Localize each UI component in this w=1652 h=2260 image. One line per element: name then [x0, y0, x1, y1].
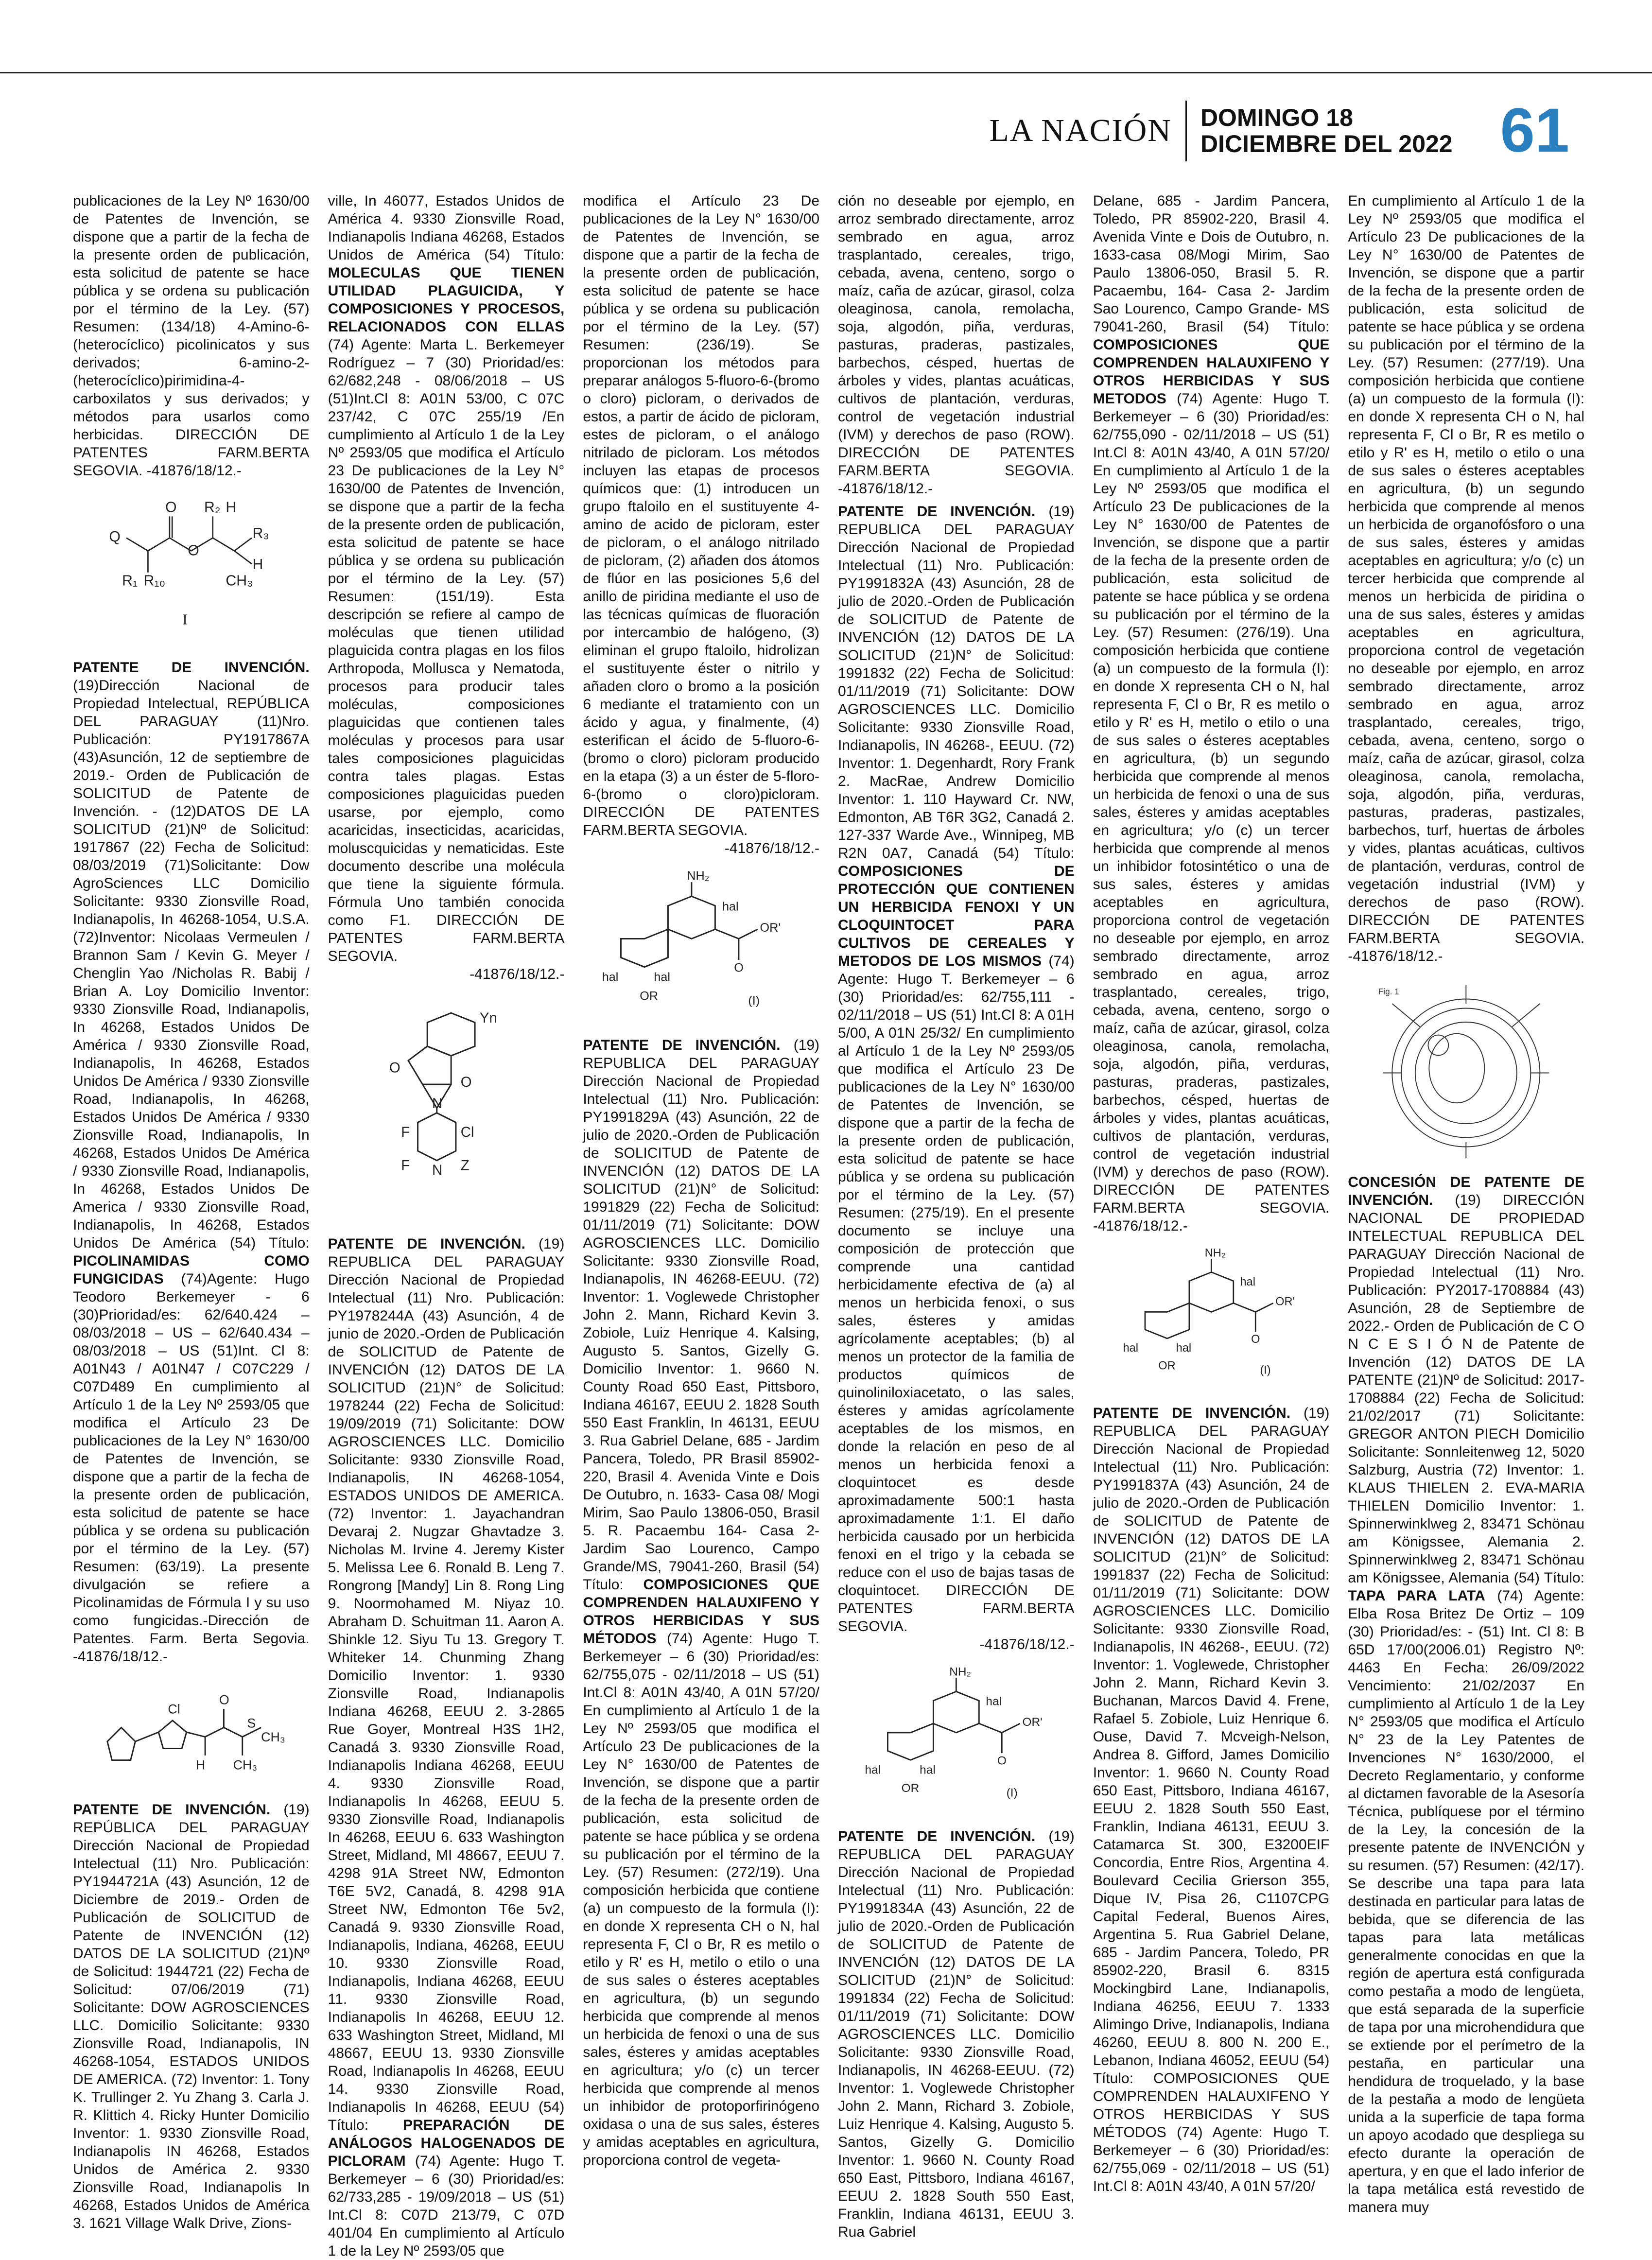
patent-notice: PATENTE DE INVENCIÓN. (19) REPUBLICA DEL PARAGUAY Dirección Nacional de Propiedad Intelectual (11) Nro. Publicación: PY1991829A (43) Asunción, 22 de julio de 2020.-Orden de Publicación de SOLICITUD de Patente de INVENCIÓN (12) DATOS DE LA SOLICITUD (21)N° de Solicitud: 1991829 (22) Fecha de Solicitud: 01/11/2019 (71) Solicitante: DOW AGROSCIENCES LLC. Domicilio Solicitante: 9330 Zionsville Road, Indianapolis, IN 46268-EEUU. (72) Inventor: 1. Voglewede Christopher John 2. Mann, Richard Kevin 3. Zobiole, Luiz Henrique 4. Kalsing, Augusto 5. Santos, Gizelly G. Domicilio Inventor: 1. 9660 N. County Road 650 East, Pittsboro, Indiana 46167, EEUU 2. 1828 South 550 East Franklin, In 46131, EEUU 3. Rua Gabriel Delane, 685 - Jardim Pancera, Toledo, PR Brasil 85902-220, Brasil 4. Avenida Vinte e Dois De Outubro, n. 1633- Casa 08/ Mogi Mirim, Sao Paulo 13806-050, Brasil 5. R. Pacaembu 164- Casa 2- Jardim Sao Lourenco, Campo Grande/MS, 79041-260, Brasil (54) Título: COMPOSICIONES QUE COMPRENDEN HALAUXIFENO Y OTROS HERBICIDAS Y SUS MÉTODOS (74) Agente: Hugo T. Berkemeyer – 6 (30) Prioridad/es: 62/755,075 - 02/11/2018 – US (51) Int.Cl 8: A01N 43/40, A 01N 57/20/ En cumplimiento al Artículo 1 de la Ley Nº 2593/05 que modifica el Artículo 23 De publicaciones de la Ley N° 1630/00 de Patentes de Invención, se dispone que a partir de la fecha de la presente orden de publicación, esta solicitud de patente se hace pública y se ordena su publicación por el término de la Ley. (57) Resumen: (272/19). Una composición herbicida que contiene (a) un compuesto de la formula (I): en donde X representa CH o N, hal representa F, Cl o Br, R es metilo o etilo y R' es H, metilo o etilo o una de sus sales o ésteres aceptables en agricultura, (b) un segundo herbicida que comprende al menos un herbicida de fenoxi o una de sus sales, ésteres y amidas aceptables en agricultura; y/o (c) un tercer herbicida que comprende al menos un inhibidor de protoporfirinógeno oxidasa o una de sus sales, ésteres y amidas aceptables en agricultura, proporciona control de vegeta- — [583, 1037, 820, 2168]
patent-notice: PATENTE DE INVENCIÓN. (19) REPUBLICA DEL PARAGUAY Dirección Nacional de Propiedad Intelectual (11) Nro. Publicación: PY1991837A (43) Asunción, 24 de julio de 2020.-Orden de Publicación de SOLICITUD de Patente de INVENCIÓN (12) DATOS DE LA SOLICITUD (21)N° de Solicitud: 1991837 (22) Fecha de Solicitud: 01/11/2019 (71) Solicitante: DOW AGROSCIENCES LLC. Domicilio Solicitante: 9330 Zionsville Road, Indianapolis, IN 46268-, EEUU. (72) Inventor: 1. Voglewede, Christopher John 2. Mann, Richard Kevin 3. Buchanan, Marcos David 4. Frene, Rafael 5. Zobiole, Luiz Henrique 6. Ouse, David 7. Mcveigh-Nelson, Andrea 8. Gifford, James Domicilio Inventor: 1. 9660 N. County Road 650 East, Pittsboro, Indiana 46167, EEUU 2. 1828 South 550 East, Franklin, Indiana 46131, EEUU 3. Catamarca St. 300, E3200EIF Concordia, Entre Rios, Argentina 4. Boulevard Cecilia Grierson 355, Dique IV, Pisa 26, C1107CPG Capital Federal, Buenos Aires, Argentina 5. Rua Gabriel Delane, 685 - Jardim Pancera, Toledo, PR 85902-220, Brasil 6. 8315 Mockingbird Lane, Indianapolis, Indiana 46256, EEUU 7. 1333 Alimingo Drive, Indianapolis, Indiana 46260, EEUU 8. 800 N. 200 E., Lebanon, Indiana 46052, EEUU (54) Título: COMPOSICIONES QUE COMPRENDEN HALAUXIFENO Y OTROS HERBICIDAS Y SUS MÉTODOS (74) Agente: Hugo T. Berkemeyer – 6 (30) Prioridad/es: 62/755,069 - 02/11/2018 – US (51) Int.Cl 8: A01N 43/40, A 01N 57/20/ — [1093, 1405, 1330, 2194]
svg-text:hal: hal — [1240, 1275, 1255, 1288]
article-columns — [73, 192, 1585, 2259]
svg-text:O: O — [389, 1060, 400, 1076]
column-5 — [1093, 192, 1330, 2194]
svg-text:OR': OR' — [1275, 1295, 1295, 1308]
svg-text:Cl: Cl — [168, 1702, 180, 1717]
patent-title: TAPA PARA LATA — [1348, 1588, 1485, 1604]
patent-title: COMPOSICIONES DE PROTECCIÓN QUE CONTIENEN UN HERBICIDA FENOXI Y UN CLOQUINTOCET PARA CULTIVOS DE CEREALES Y METODOS DE LOS MISMOS — [838, 863, 1075, 969]
notice-text: publicaciones de la Ley Nº 1630/00 de Patentes de Invención, se dispone que a partir de la fecha de la presente orden de publicación, esta solicitud de patente se hace pública y se ordena su publicación por el término de la Ley. (57) Resumen: (134/18) 4-Amino-6-(heterocíclico) picolinicatos y sus derivados; 6-amino-2-(heterocíclico)pirimidina-4-carboxilatos y sus derivados; y métodos para usarlos como herbicidas. DIRECCIÓN DE PATENTES FARM.BERTA SEGOVIA. -41876/18/12.- — [73, 193, 310, 479]
svg-text:hal: hal — [986, 1695, 1002, 1708]
patent-title: PICOLINAMIDAS COMO FUNGICIDAS — [73, 1253, 310, 1287]
svg-text:OR: OR — [1158, 1359, 1176, 1373]
masthead — [989, 96, 1569, 165]
chemical-structure-figure — [73, 1676, 310, 1788]
svg-text:Z: Z — [460, 1157, 470, 1174]
svg-text:O: O — [165, 499, 177, 516]
patent-title: COMPOSICIONES QUE COMPRENDEN HALAUXIFENO Y OTROS HERBICIDAS Y SUS METODOS — [1093, 337, 1330, 407]
svg-text:R₁: R₁ — [122, 573, 138, 589]
svg-text:H: H — [226, 499, 237, 516]
svg-text:CH₃: CH₃ — [233, 1757, 258, 1773]
svg-text:NH₂: NH₂ — [1204, 1247, 1226, 1260]
chemical-structure-figure — [1093, 1246, 1330, 1391]
svg-text:hal: hal — [602, 970, 619, 984]
column-3 — [583, 192, 820, 2168]
svg-text:hal: hal — [865, 1763, 881, 1777]
svg-text:O: O — [997, 1754, 1007, 1768]
svg-text:R₁₀: R₁₀ — [143, 573, 166, 589]
svg-text:OR': OR' — [760, 921, 781, 935]
svg-text:NH₂: NH₂ — [949, 1665, 971, 1679]
svg-text:O: O — [1251, 1333, 1260, 1346]
figure-label: I — [182, 611, 188, 628]
svg-text:Q: Q — [109, 528, 121, 545]
svg-text:Yn: Yn — [479, 1009, 497, 1026]
chemical-structure-figure — [73, 490, 310, 646]
svg-text:O: O — [188, 542, 199, 559]
notice-text: En cumplimiento al Artículo 1 de la Ley Nº 2593/05 que modifica el Artículo 23 De publicaciones de la Ley N° 1630/00 de Patentes de Invención, se dispone que a partir de la fecha de la presente orden de publicación, esta solicitud de patente se hace pública y se ordena su publicación por el término de la Ley. (57) Resumen: (277/19). Una composición herbicida que contiene (a) un compuesto de la formula (I): en donde X representa CH o N, hal representa F, Cl o Br, R es metilo o etilo y R' es H, metilo o etilo o una de sus sales o ésteres aceptables en agricultura, (b) un segundo herbicida que comprende al menos un herbicida de organofósforo o una de sus sales, ésteres y amidas aceptables en agricultura; y/o (c) un tercer herbicida que comprende al menos un herbicida de piridina o una de sus sales, ésteres y amidas aceptables en agricultura, proporciona control de vegetación no deseable por ejemplo, en arroz sembrado directamente, arroz sembrado en agua, arroz trasplantado, cereales, trigo, cebada, avena, centeno, sorgo o maíz, caña de azúcar, girasol, colza oleaginosa, canola, remolacha, soja, algodón, piña, verduras, pasturas, praderas, pastizales, barbechos, turf, huertas de árboles y vides, plantas acuáticas, cultivos de plantación, verduras, control de vegetación industrial (IVM) y derechos de paso (ROW). DIRECCIÓN DE PATENTES FARM.BERTA SEGOVIA. -41876/18/12.- — [1348, 193, 1585, 964]
svg-text:F: F — [400, 1157, 410, 1174]
svg-text:OR: OR — [640, 989, 659, 1003]
column-1 — [73, 192, 310, 2231]
svg-text:hal: hal — [1176, 1342, 1191, 1355]
figure-label: (I) — [1260, 1364, 1271, 1377]
patent-title: PREPARACIÓN DE ANÁLOGOS HALOGENADOS DE PICLORAM — [328, 2117, 565, 2169]
patent-heading: PATENTE DE INVENCIÓN. — [1093, 1405, 1290, 1421]
issue-date — [1200, 104, 1453, 157]
can-lid-drawing-figure — [1348, 976, 1584, 1161]
chemical-structure-figure — [838, 1664, 1075, 1815]
svg-text:F: F — [400, 1124, 410, 1140]
patent-notice: ville, In 46077, Estados Unidos de América 4. 9330 Zionsville Road, Indianapolis Indiana 46268, Estados Unidos de América (54) Título: MOLECULAS QUE TIENEN UTILIDAD PLAGUICIDA, Y COMPOSICIONES Y PROCESOS, RELACIONADOS CON ELLAS (74) Agente: Marta L. Berkemeyer Rodríguez – 7 (30) Prioridad/es: 62/682,248 - 08/06/2018 – US (51)Int.Cl 8: A01N 53/00, C 07C 237/42, C 07C 255/19 /En cumplimiento al Artículo 1 de la Ley Nº 2593/05 que modifica el Artículo 23 De publicaciones de la Ley N° 1630/00 de Patentes de Invención, se dispone que a partir de la fecha de la presente orden de publicación, esta solicitud de patente se hace pública y se ordena su publicación por el término de la Ley. (57) Resumen: (151/19). Esta descripción se refiere al campo de moléculas que tienen utilidad plaguicida contra plagas en los filos Arthropoda, Mollusca y Nematoda, procesos para producir tales moléculas, composiciones plaguicidas que contienen tales moléculas y procesos para usar tales composiciones plaguicidas contra tales plagas. Estas composiciones plaguicidas pueden usarse, por ejemplo, como acaricidas, insecticidas, acaricidas, moluscquicidas y nematicidas. Este documento describe una molécula que tiene la siguiente fórmula. Fórmula Uno también conocida como F1. DIRECCIÓN DE PATENTES FARM.BERTA SEGOVIA. -41876/18/12.- — [328, 193, 565, 982]
patent-heading: PATENTE DE INVENCIÓN. — [583, 1037, 781, 1053]
svg-text:(I): (I) — [748, 994, 760, 1008]
svg-text:CH₃: CH₃ — [261, 1730, 285, 1745]
svg-text:NH₂: NH₂ — [687, 869, 710, 883]
patent-notice: PATENTE DE INVENCIÓN. (19) REPUBLICA DEL PARAGUAY Dirección Nacional de Propiedad Intelectual (11) Nro. Publicación: PY1991834A (43) Asunción, 22 de julio de 2020.-Orden de Publicación de SOLICITUD de Patente de INVENCIÓN (12) DATOS DE LA SOLICITUD (21)N° de Solicitud: 1991834 (22) Fecha de Solicitud: 01/11/2019 (71) Solicitante: DOW AGROSCIENCES LLC. Domicilio Solicitante: 9330 Zionsville Road, Indianapolis, IN 46268-EEUU. (72) Inventor: 1. Voglewede Christopher John 2. Mann, Richard 3. Zobiole, Luiz Henrique 4. Kalsing, Augusto 5. Santos, Gizelly G. Domicilio Inventor: 1. 9660 N. County Road 650 East, Pittsboro, Indiana 46167, EEUU 2. 1828 South 550 East, Franklin, Indiana 46131, EEUU 3. Rua Gabriel — [838, 1828, 1075, 2240]
patent-heading: PATENTE DE INVENCIÓN. — [73, 660, 310, 676]
svg-text:N: N — [432, 1162, 442, 1179]
patent-notice: PATENTE DE INVENCIÓN. (19) REPÚBLICA DEL PARAGUAY Dirección Nacional de Propiedad Intelectual (11) Nro. Publicación: PY1944721A (43) Asunción, 12 de Diciembre de 2019.- Orden de Publicación de SOLICITUD de Patente de INVENCIÓN (12) DATOS DE LA SOLICITUD (21)Nº de Solicitud: 1944721 (22) Fecha de Solicitud: 07/06/2019 (71) Solicitante: DOW AGROSCIENCES LLC. Domicilio Solicitante: 9330 Zionsville Road, Indianapolis, IN 46268-1054, ESTADOS UNIDOS DE AMERICA. (72) Inventor: 1. Tony K. Trullinger 2. Yu Zhang 3. Carla J. R. Klittich 4. Ricky Hunter Domicilio Inventor: 1. 9330 Zionsville Road, Indianapolis IN 46268, Estados Unidos de América 2. 9330 Zionsville Road, Indianapolis In 46268, Estados Unidos de América 3. 1621 Village Walk Drive, Zions- — [73, 1802, 310, 2231]
reference-code: -41876/18/12.- — [724, 840, 820, 856]
patent-notice: PATENTE DE INVENCIÓN. (19)Dirección Nacional de Propiedad Intelectual, REPÚBLICA DEL PARAGUAY (11)Nro. Publicación: PY1917867A (43)Asunción, 12 de septiembre de 2019.- Orden de Publicación de SOLICITUD de Patente de Invención. - (12)DATOS DE LA SOLICITUD (21)Nº de Solicitud: 1917867 (22) Fecha de Solicitud: 08/03/2019 (71)Solicitante: Dow AgroSciences LLC Domicilio Solicitante: 9330 Zionsville Road, Indianapolis, In 46268-1054, U.S.A. (72)Inventor: Nicolaas Vermeulen / Brannon Sam / Kevin G. Meyer / Chenglin Yao /Nicholas R. Babij / Brian A. Loy Domicilio Inventor: 9330 Zionsville Road, Indianapolis, In 46268, Estados Unidos De América / 9330 Zionsville Road, Indianapolis, In 46268, Estados Unidos De América / 9330 Zionsville Road, Indianapolis, In 46268, Estados Unidos De América / 9330 Zionsville Road, Indianapolis, In 46268, Estados Unidos De América / 9330 Zionsville Road, Indianapolis, In 46268, Estados Unidos De America / 9330 Zionsville Road, Indianapolis, In 46268, Estados Unidos De América (54) Título: PICOLINAMIDAS COMO FUNGICIDAS (74)Agente: Hugo Teodoro Berkemeyer - 6 (30)Prioridad/es: 62/640.424 – 08/03/2018 – US – 62/640.434 – 08/03/2018 – US (51)Int. Cl 8: A01N43 / A01N47 / C07C229 / C07D489 En cumplimiento al Artículo 1 de la Ley Nº 2593/05 que modifica el Artículo 23 De publicaciones de la Ley N° 1630/00 de Patentes de Invención, se dispone que a partir de la fecha de la presente orden de publicación, esta solicitud de patente se hace pública y se ordena su publicación por el término de la Ley. (57) Resumen: (63/19). La presente divulgación se refiere a Picolinamidas de Fórmula I y su uso como fungicidas.-Dirección de Patentes. Farm. Berta Segovia. -41876/18/12.- — [73, 660, 310, 1665]
svg-text:O: O — [219, 1692, 229, 1707]
svg-text:OR: OR — [901, 1782, 920, 1795]
svg-text:hal: hal — [1123, 1342, 1138, 1355]
svg-text:hal: hal — [654, 970, 671, 984]
patent-notice: modifica el Artículo 23 De publicaciones de la Ley N° 1630/00 de Patentes de Invención, se dispone que a partir de la fecha de la presente orden de publicación, esta solicitud de patente se hace pública y se ordena su publicación por el término de la Ley. (57) Resumen: (236/19). Se proporcionan los métodos para preparar análogos 5-fluoro-6-(bromo o cloro) picloram, o derivados de estos, a partir de ácido de picloram, estes de picloram, o el análogo nitrilado de picloram. Los métodos incluyen las etapas de procesos químicos que: (1) introducen un grupo ftaloilo en el sustituyente 4- amino de acido de picloram, ester de picloram, o el análogo nitrilado de picloram, (2) añaden dos átomos de flúor en las posiciones 5,6 del anillo de piridina mediante el uso de las técnicas químicas de fluoración por intercambio de halógeno, (3) eliminan el grupo ftaloilo, hidrolizan el sustituyente éster o nitrilo y añaden cloro o bromo a la posición 6 mediante el tratamiento con un ácido y agua, y finalmente, (4) esterifican el ácido de 5-fluoro-6-(bromo o cloro) picloram producido en la etapa (3) a un éster de 5-floro-6-(bromo o cloro)picloram. DIRECCIÓN DE PATENTES FARM.BERTA SEGOVIA. -41876/18/12.- — [583, 193, 820, 856]
svg-text:hal: hal — [722, 900, 739, 914]
svg-text:OR': OR' — [1022, 1715, 1043, 1729]
svg-text:N: N — [432, 1095, 442, 1112]
patent-notice: Delane, 685 - Jardim Pancera, Toledo, PR 85902-220, Brasil 4. Avenida Vinte e Dois de Outubro, n. 1633-casa 08/Mogi Mirim, Sao Paulo 13806-050, Brasil 5. R. Pacaembu, 164- Casa 2- Jardim Sao Lourenco, Campo Grande- MS 79041-260, Brasil (54) Título: COMPOSICIONES QUE COMPRENDEN HALAUXIFENO Y OTROS HERBICIDAS Y SUS METODOS (74) Agente: Hugo T. Berkemeyer – 6 (30) Prioridad/es: 62/755,090 - 02/11/2018 – US (51) Int.Cl 8: A01N 43/40, A 01N 57/20/ En cumplimiento al Artículo 1 de la Ley Nº 2593/05 que modifica el Artículo 23 De publicaciones de la Ley N° 1630/00 de Patentes de Invención, se dispone que a partir de la fecha de la presente orden de publicación, esta solicitud de patente se hace pública y se ordena su publicación por el término de la Ley. (57) Resumen: (276/19). Una composición herbicida que contiene (a) un compuesto de la formula (I): en donde X representa CH o N, hal representa F, Cl o Br, R es metilo o etilo y R' es H, metilo o etilo o una de sus sales o ésteres aceptables en agricultura, (b) un segundo herbicida que comprende al menos un herbicida de fenoxi o una de sus sales, ésteres y amidas aceptables en agricultura; y/o (c) un tercer herbicida que comprende al menos un inhibidor fotosintético o una de sus sales, ésteres y amidas aceptables en agricultura, proporciona control de vegetación no deseable por ejemplo, en arroz sembrado directamente, arroz sembrado en agua, arroz trasplantado, cereales, trigo, cebada, avena, centeno, sorgo o maíz, caña de azúcar, girasol, colza oleaginosa, canola, remolacha, soja, algodón, piña, verduras, pasturas, praderas, pastizales, barbechos, césped, huertas de árboles y vides, plantas acuáticas, cultivos de plantación, verduras, control de vegetación industrial (IVM) y derechos de paso (ROW). DIRECCIÓN DE PATENTES FARM.BERTA SEGOVIA. -41876/18/12.- — [1093, 193, 1330, 1234]
newspaper-brand: LA NACIÓN — [989, 113, 1172, 148]
svg-text:hal: hal — [920, 1763, 936, 1777]
svg-text:H: H — [195, 1757, 206, 1773]
patent-heading: CONCESIÓN DE PATENTE DE INVENCIÓN. — [1348, 1174, 1585, 1208]
svg-text:R₃: R₃ — [252, 525, 269, 541]
patent-title: MOLECULAS QUE TIENEN UTILIDAD PLAGUICIDA, Y COMPOSICIONES Y PROCESOS, RELACIONADOS CON ELLAS — [328, 265, 565, 335]
svg-text:CH₃: CH₃ — [226, 573, 253, 589]
figure-label: (I) — [1006, 1786, 1018, 1800]
chemical-structure-figure — [583, 868, 819, 1024]
reference-code: -41876/18/12.- — [979, 1636, 1075, 1652]
column-2 — [328, 192, 565, 2259]
masthead-divider — [1185, 101, 1187, 161]
patent-notice: PATENTE DE INVENCIÓN. (19) REPUBLICA DEL PARAGUAY Dirección Nacional de Propiedad Intelectual (11) Nro. Publicación: PY1978244A (43) Asunción, 4 de junio de 2020.-Orden de Publicación de SOLICITUD de Patente de INVENCIÓN (12) DATOS DE LA SOLICITUD (21)N° de Solicitud: 1978244 (22) Fecha de Solicitud: 19/09/2019 (71) Solicitante: DOW AGROSCIENCES LLC. Domicilio Solicitante: 9330 Zionsville Road, Indianapolis, IN 46268-1054, ESTADOS UNIDOS DE AMERICA. (72) Inventor: 1. Jayachandran Devaraj 2. Nugzar Ghavtadze 3. Nicholas M. Irvine 4. Jeremy Kister 5. Melissa Lee 6. Ronald B. Leng 7. Rongrong [Mandy] Lin 8. Rong Ling 9. Noormohamed M. Niyaz 10. Abraham D. Schuitman 11. Aaron A. Shinkle 12. Siyu Tu 13. Gregory T. Whiteker 14. Chunming Zhang Domicilio Inventor: 1. 9330 Zionsville Road, Indianapolis Indiana 46268, EEUU 2. 3-2865 Rue Goyer, Montreal H3S 1H2, Canadá 3. 9330 Zionsville Road, Indianapolis Indiana 46268, EEUU 4. 9330 Zionsville Road, Indianapolis In 46268, EEUU 5. 9330 Zionsville Road, Indianapolis In 46268, EEUU 6. 633 Washington Street, Midland, MI 48667, EEUU 7. 4298 91A Street NW, Edmonton T6E 5V2, Canadá, 8. 4298 91A Street NW, Edmonton T6e 5v2, Canadá 9. 9330 Zionsville Road, Indianapolis, Indiana, 46268, EEUU 10. 9330 Zionsville Road, Indianapolis, Indiana 46268, EEUU 11. 9330 Zionsville Road, Indianapolis In 46268, EEUU 12. 633 Washington Street, Midland, MI 48667, EEUU 13. 9330 Zionsville Road, Indianapolis In 46268, EEUU 14. 9330 Zionsville Road, Indianapolis In 46268, EEUU (54) Título: PREPARACIÓN DE ANÁLOGOS HALOGENADOS DE PICLORAM (74) Agente: Hugo T. Berkemeyer – 6 (30) Prioridad/es: 62/733,285 - 19/09/2018 – US (51) Int.Cl 8: C07D 213/79, C 07D 401/04 En cumplimiento al Artículo 1 de la Ley Nº 2593/05 que — [328, 1236, 565, 2259]
reference-code: -41876/18/12.- — [470, 966, 565, 982]
svg-text:S: S — [247, 1716, 256, 1731]
notice-text: ción no deseable por ejemplo, en arroz sembrado directamente, arroz sembrado en agua, arroz trasplantado, cereales, trigo, cebada, avena, centeno, sorgo o maíz, caña de azúcar, girasol, colza oleaginosa, canola, remolacha, soja, algodón, piña, verduras, pasturas, praderas, pastizales, barbechos, césped, huertas de árboles y vides, plantas acuáticas, cultivos de plantación, verduras, control de vegetación industrial (IVM) y derechos de paso (ROW). DIRECCIÓN DE PATENTES FARM.BERTA SEGOVIA. -41876/18/12.- — [838, 193, 1075, 497]
page-number: 61 — [1500, 96, 1569, 165]
svg-text:Cl: Cl — [460, 1124, 474, 1140]
issue-date-month: DICIEMBRE DEL 2022 — [1200, 130, 1453, 157]
patent-title: COMPOSICIONES QUE COMPRENDEN HALAUXIFENO Y OTROS HERBICIDAS Y SUS MÉTODOS — [583, 1577, 820, 1647]
patent-heading: PATENTE DE INVENCIÓN. — [838, 504, 1036, 520]
patent-heading: PATENTE DE INVENCIÓN. — [73, 1802, 271, 1818]
top-rule — [0, 72, 1652, 73]
svg-text:R₂: R₂ — [204, 499, 221, 516]
svg-text:O: O — [734, 961, 744, 975]
patent-notice: CONCESIÓN DE PATENTE DE INVENCIÓN. (19) DIRECCIÓN NACIONAL DE PROPIEDAD INTELECTUAL REPUBLICA DEL PARAGUAY Dirección Nacional de Propiedad Intelectual (11) Nro. Publicación: PY2017-1708884 (43) Asunción, 28 de Septiembre de 2022.- Orden de Publicación de C O N C E S I Ó N de Patente de Invención (12) DATOS DE LA PATENTE (21)Nº de Solicitud: 2017-1708884 (22) Fecha de Solicitud: 21/02/2017 (71) Solicitante: GREGOR ANTON PIECH Domicilio Solicitante: Sonnleitenweg 12, 5020 Salzburg, Austria (72) Inventor: 1. KLAUS THIELEN 2. EVA-MARIA THIELEN Domicilio Inventor: 1. Spinnerwinklweg 2, 83471 Schönau am Königssee, Alemania 2. Spinnerwinklweg 2, 83471 Schönau am Königssee, Alemania (54) Título: TAPA PARA LATA (74) Agente: Elba Rosa Britez De Ortiz – 109 (30) Prioridad/es: - (51) Int. Cl 8: B 65D 17/00(2006.01) Registro Nº: 4463 En Fecha: 26/09/2022 Vencimiento: 21/02/2037 En cumplimiento al Artículo 1 de la Ley N° 2593/05 que modifica el Artículo N° 23 de la Ley Patentes de Invenciones N° 1630/2000, el Decreto Reglamentario, y conforme al dictamen favorable de la Asesoría Técnica, publíquese por el término de la Ley, la concesión de la presente patente de INVENCIÓN y su resumen. (57) Resumen: (42/17). Se describe una tapa para lata destinada en particular para latas de bebida, que se diferencia de las tapas para lata metálicas generalmente conocidas en que la región de apertura está configurada como pestaña a modo de lengüeta, que está separada de la superficie de tapa por una microhendidura que se extiende por el perímetro de la pestaña, en particular una hendidura de troquelado, y la base de la pestaña a modo de lengüeta unida a la superficie de tapa forma un apoyo acodado que despliega su efecto durante la operación de apertura, y en que el lado inferior de la tapa metálica está revestido de manera muy — [1348, 1174, 1585, 2215]
patent-heading: PATENTE DE INVENCIÓN. — [838, 1828, 1036, 1844]
chemical-structure-figure — [328, 994, 565, 1222]
svg-text:H: H — [252, 556, 263, 573]
svg-text:O: O — [460, 1074, 472, 1090]
column-4 — [838, 192, 1075, 2240]
issue-date-day: DOMINGO 18 — [1200, 104, 1353, 131]
column-6 — [1348, 192, 1585, 2215]
svg-text:Fig. 1: Fig. 1 — [1378, 987, 1399, 996]
patent-notice: PATENTE DE INVENCIÓN. (19) REPUBLICA DEL PARAGUAY Dirección Nacional de Propiedad Intelectual (11) Nro. Publicación: PY1991832A (43) Asunción, 28 de julio de 2020.-Orden de Publicación de SOLICITUD de Patente de INVENCIÓN (12) DATOS DE LA SOLICITUD (21)N° de Solicitud: 1991832 (22) Fecha de Solicitud: 01/11/2019 (71) Solicitante: DOW AGROSCIENCES LLC. Domicilio Solicitante: 9330 Zionsville Road, Indianapolis, IN 46268-, EEUU. (72) Inventor: 1. Degenhardt, Rory Frank 2. MacRae, Andrew Domicilio Inventor: 1. 110 Hayward Cr. NW, Edmonton, AB T6R 3G2, Canadá 2. 127-337 Warde Ave., Winnipeg, MB R2N 0A7, Canadá (54) Título: COMPOSICIONES DE PROTECCIÓN QUE CONTIENEN UN HERBICIDA FENOXI Y UN CLOQUINTOCET PARA CULTIVOS DE CEREALES Y METODOS DE LOS MISMOS (74) Agente: Hugo T. Berkemeyer – 6 (30) Prioridad/es: 62/755,111 - 02/11/2018 – US (51) Int.Cl 8: A 01H 5/00, A 01N 25/32/ En cumplimiento al Artículo 1 de la Ley Nº 2593/05 que modifica el Artículo 23 De publicaciones de la Ley N° 1630/00 de Patentes de Invención, se dispone que a partir de la fecha de la presente orden de publicación, esta solicitud de patente se hace pública y se ordena su publicación por el término de la Ley. (57) Resumen: (275/19). En el presente documento se incluye una composición de protección que comprende una cantidad herbicidamente efectiva de (a) al menos un herbicida fenoxi, o sus sales, ésteres y amidas agrícolamente aceptables; (b) al menos un protector de la familia de productos químicos de quinoliniloxiacetato, o las sales, ésteres y amidas agrícolamente aceptables de los mismos, en donde la relación en peso de al menos un herbicida fenoxi a cloquintocet es desde aproximadamente 500:1 hasta aproximadamente 1:1. El daño herbicida causado por un herbicida fenoxi en el trigo y la cebada se reduce con el uso de bajas tasas de cloquintocet. DIRECCIÓN DE PATENTES FARM.BERTA SEGOVIA. -41876/18/12.- — [838, 504, 1075, 1652]
patent-heading: PATENTE DE INVENCIÓN. — [328, 1236, 525, 1252]
